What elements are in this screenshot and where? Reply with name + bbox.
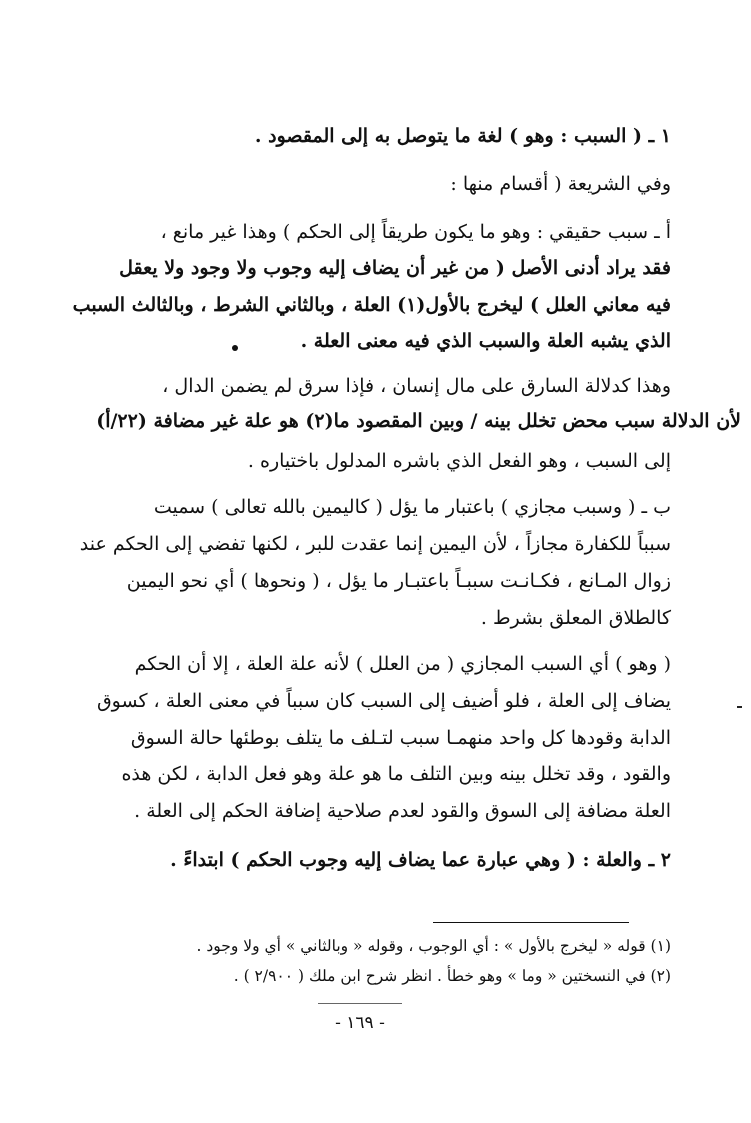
text-line: ٢ ـ والعلة : ( وهي عبارة عما يضاف إليه وجوب الحكم ) ابتداءً . xyxy=(170,849,671,871)
footnote: (١) قوله « ليخرج بالأول » : أي الوجوب ، وقوله « وبالثاني » أي ولا وجود . xyxy=(196,937,671,955)
text-line: سبباً للكفارة مجازاً ، لأن اليمين إنما عقدت للبر ، لكنها تفضي إلى الحكم عند xyxy=(79,533,671,555)
text-line: أ ـ سبب حقيقي : وهو ما يكون طريقاً إلى الحكم ) وهذا غير مانع ، xyxy=(160,221,671,243)
page-number: - ١٦٩ - xyxy=(335,1013,385,1033)
text-line: وفي الشريعة ( أقسام منها : xyxy=(450,173,671,195)
text-line: زوال المـانع ، فكـانـت سببـاً باعتبـار ما يؤل ، ( ونحوها ) أي نحو اليمين xyxy=(126,570,671,592)
footnote-separator xyxy=(433,922,629,923)
text-line: يضاف إلى العلة ، فلو أضيف إلى السبب كان سبباً في معنى العلة ، كسوق xyxy=(96,690,671,712)
text-line: الذي يشبه العلة والسبب الذي فيه معنى العلة . xyxy=(300,330,671,352)
text-line: العلة مضافة إلى السوق والقود لعدم صلاحية إضافة الحكم إلى العلة . xyxy=(134,800,671,822)
text-line: والقود ، وقد تخلل بينه وبين التلف ما هو علة وهو فعل الدابة ، لكن هذه xyxy=(121,763,671,785)
text-line: ( وهو ) أي السبب المجازي ( من العلل ) لأنه علة العلة ، إلا أن الحكم xyxy=(134,653,671,675)
stray-mark xyxy=(232,345,238,351)
margin-mark xyxy=(737,706,742,708)
page-number-rule xyxy=(318,1003,402,1004)
text-line: وهذا كدلالة السارق على مال إنسان ، فإذا سرق لم يضمن الدال ، xyxy=(162,375,671,397)
text-line: ب ـ ( وسبب مجازي ) باعتبار ما يؤل ( كاليمين بالله تعالى ) سميت xyxy=(153,496,671,518)
text-line: إلى السبب ، وهو الفعل الذي باشره المدلول باختياره . xyxy=(247,450,671,472)
text-line: ١ ـ ( السبب : وهو ) لغة ما يتوصل به إلى المقصود . xyxy=(254,125,671,147)
text-line: كالطلاق المعلق بشرط . xyxy=(480,607,671,629)
text-line: الدابة وقودها كل واحد منهمـا سبب لتـلف ما يتلف بوطئها حالة السوق xyxy=(130,727,671,749)
text-line: لأن الدلالة سبب محض تخلل بينه / وبين المقصود ما(٢) هو علة غير مضافة (٢٢/أ) xyxy=(96,410,741,432)
text-line: فقد يراد أدنى الأصل ( من غير أن يضاف إليه وجوب ولا وجود ولا يعقل xyxy=(119,257,671,279)
footnote: (٢) في النسختين « وما » وهو خطأ . انظر شرح ابن ملك ( ٢/٩٠٠ ) . xyxy=(233,967,671,985)
text-line: فيه معاني العلل ) ليخرج بالأول(١) العلة ، وبالثاني الشرط ، وبالثالث السبب xyxy=(72,294,671,316)
